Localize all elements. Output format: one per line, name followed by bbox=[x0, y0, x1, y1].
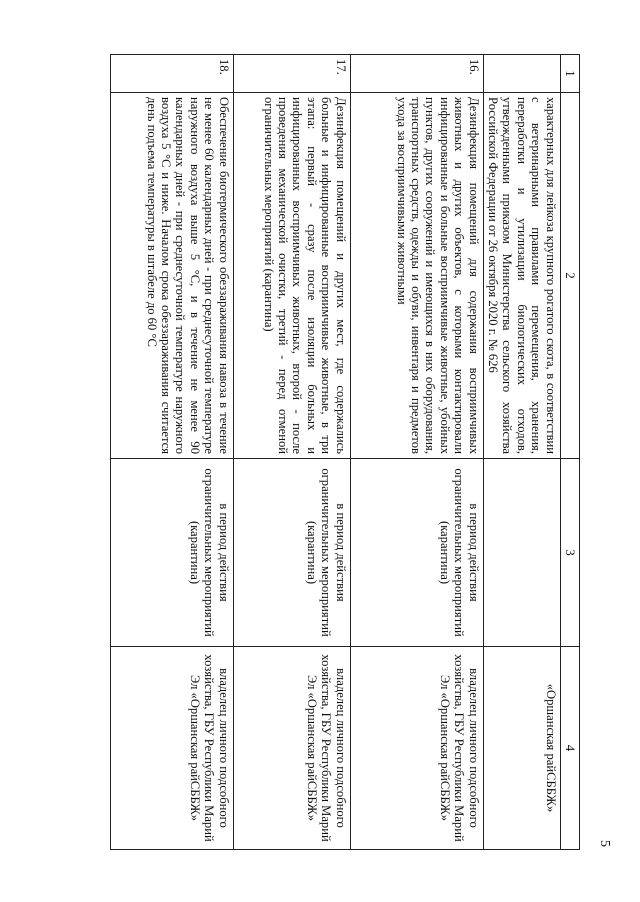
measure-responsible: «Оршанская райСББЖ» bbox=[483, 647, 560, 850]
header-cell-4: 4 bbox=[560, 647, 579, 850]
header-cell-1: 1 bbox=[560, 55, 579, 93]
measure-responsible: владелец личного подсобного хозяйства, ГБУ Республики Марий Эл «Оршанская райСББЖ» bbox=[233, 647, 350, 850]
measure-description: Обеспечение биотермического обеззараживания навоза в течение не менее 60 календарных дней - при среднесуточной температуре наружного воздуха выше 5 °С, и в течение не менее 90 календарных дней - при среднесуточной температуре наружного воздуха 5 °С и ниже. Началом срока обеззараживания считается день подъема температуры в штабеле до 60 °С bbox=[110, 93, 233, 459]
table-row bbox=[350, 55, 483, 850]
row-number: 16. bbox=[350, 55, 483, 93]
header-cell-2: 2 bbox=[560, 93, 579, 459]
measure-description: характерных для лейкоза крупного рогатого скота, в соответствии с ветеринарными правилами перемещения, хранения, переработки и утилизации биологических отходов, утвержденными приказом Министерства сельского хозяйства Российской Федерации от 26 октября 2020 г. № 626 bbox=[483, 93, 560, 459]
measures-table bbox=[110, 54, 580, 850]
measure-description: Дезинфекция помещений и других мест, где содержались больные и инфицированные восприимчивые животные, в три этапа: первый - сразу после изоляции больных и инфицированных восприимчивых животных, второй - после проведения механической очистки, третий - перед отменой ограничительных мероприятий (карантина) bbox=[233, 93, 350, 459]
measure-period bbox=[483, 459, 560, 647]
measure-responsible: владелец личного подсобного хозяйства, ГБУ Республики Марий Эл «Оршанская райСББЖ» bbox=[110, 647, 233, 850]
header-cell-3: 3 bbox=[560, 459, 579, 647]
measure-period: в период действия ограничительных мероприятий (карантина) bbox=[350, 459, 483, 647]
measure-period: в период действия ограничительных мероприятий (карантина) bbox=[110, 459, 233, 647]
measure-description: Дезинфекция помещений для содержания восприимчивых животных и других объектов, с которыми контактировали инфицированные и больные восприимчивые животные, убойных пунктов, других сооружений и имеющихся в них оборудования, транспортных средств, одежды и обуви, инвентаря и предметов ухода за восприимчивыми животными bbox=[350, 93, 483, 459]
table-row bbox=[233, 55, 350, 850]
measure-responsible: владелец личного подсобного хозяйства, ГБУ Республики Марий Эл «Оршанская райСББЖ» bbox=[350, 647, 483, 850]
table-header-row bbox=[560, 55, 579, 850]
row-number: 17. bbox=[233, 55, 350, 93]
page-number: 5 bbox=[597, 840, 612, 847]
table-row-continuation bbox=[483, 55, 560, 850]
row-number: 18. bbox=[110, 55, 233, 93]
table-row bbox=[110, 55, 233, 850]
row-number bbox=[483, 55, 560, 93]
measure-period: в период действия ограничительных мероприятий (карантина) bbox=[233, 459, 350, 647]
